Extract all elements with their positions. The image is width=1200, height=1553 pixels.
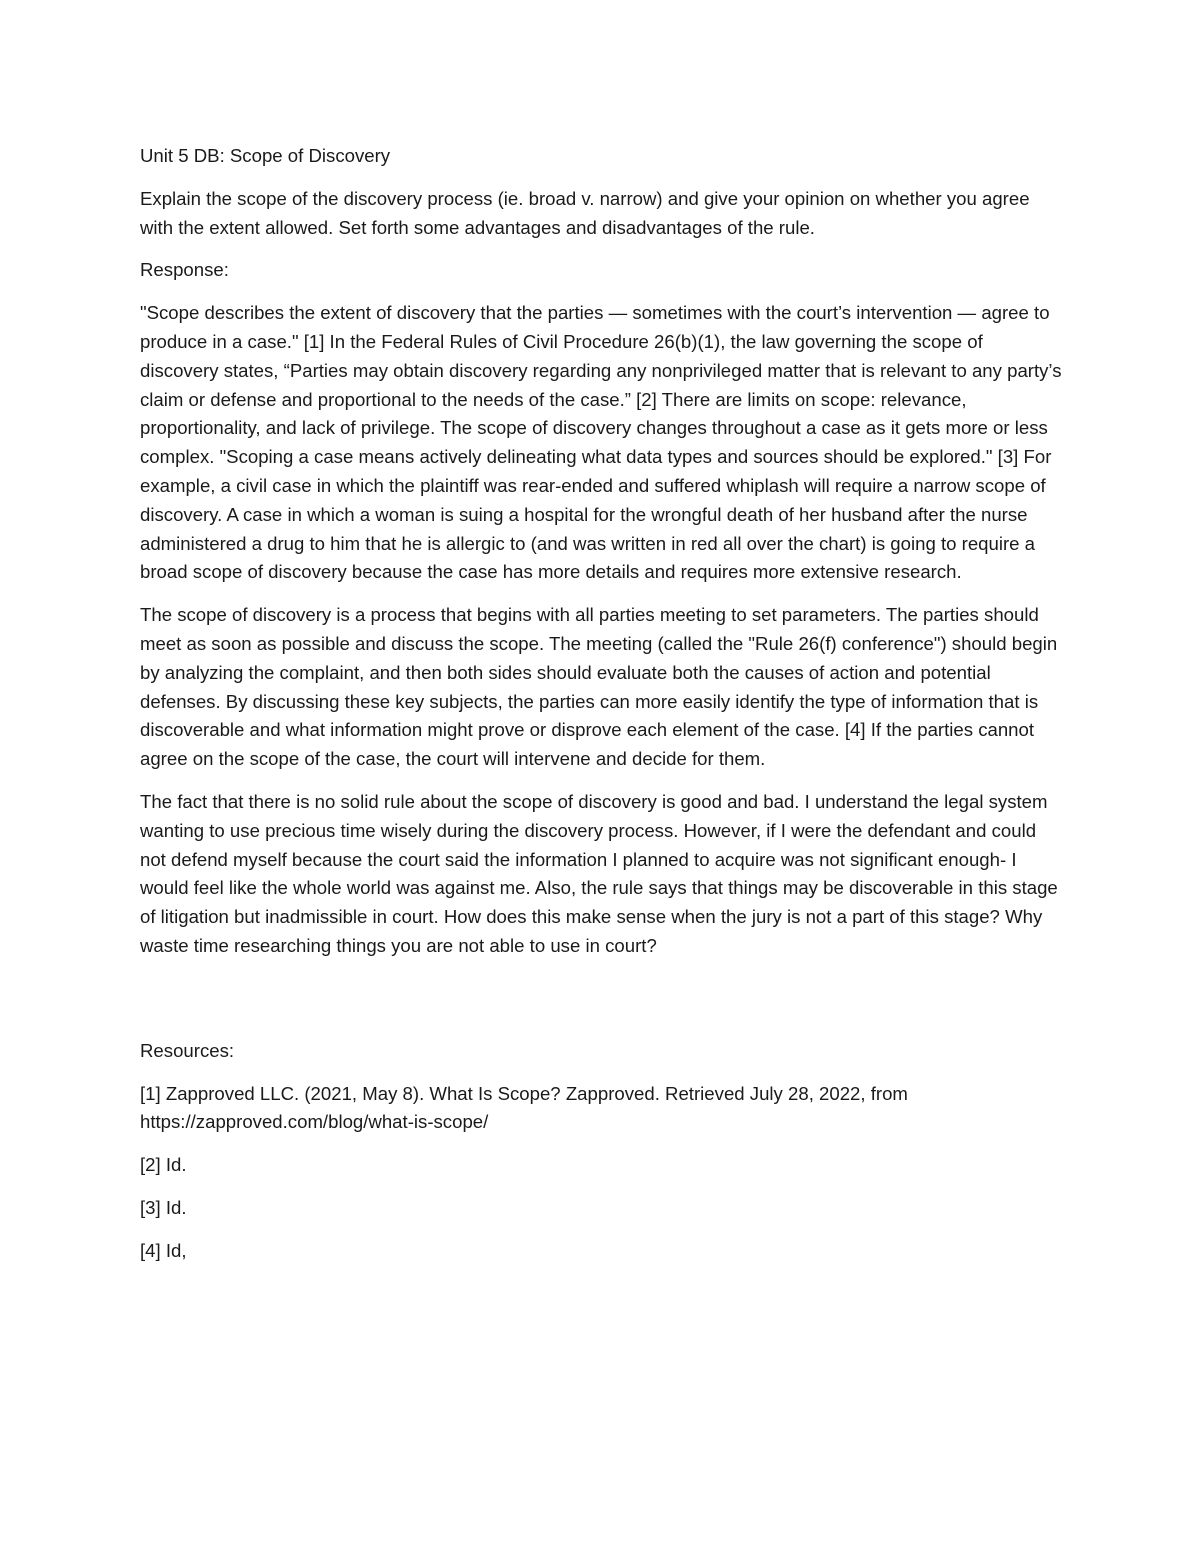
reference-item-4 <box>140 1237 1062 1266</box>
reference-text: Id. <box>160 1154 187 1176</box>
prompt-paragraph: Explain the scope of the discovery process (ie. broad v. narrow) and give your opinion on whether you agree with the extent allowed. Set forth some advantages and disadvantages of the rule. <box>140 187 1030 238</box>
reference-text: Id, <box>160 1239 187 1261</box>
response-label: Response: <box>140 259 229 281</box>
reference-marker[interactable]: [4] <box>140 1239 161 1261</box>
reference-marker[interactable]: [2] <box>140 1154 161 1176</box>
reference-marker[interactable]: [1] <box>140 1082 161 1104</box>
reference-item-2 <box>140 1151 1062 1180</box>
response-paragraph-2: The scope of discovery is a process that begins with all parties meeting to set parameters. The parties should meet as soon as possible and discuss the scope. The meeting (called the "Rule 26(f) conference") should begin by analyzing the complaint, and then both sides should evaluate both the causes of action and potential defenses. By discussing these key subjects, the parties can more easily identify the type of information that is discoverable and what information might prove or disprove each element of the case. [4] If the parties cannot agree on the scope of the case, the court will intervene and decide for them. <box>140 604 1058 770</box>
section-spacer <box>140 975 1062 1037</box>
resources-heading: Resources: <box>140 1039 235 1061</box>
reference-text: Zapproved LLC. (2021, May 8). What Is Scope? Zapproved. Retrieved July 28, 2022, from https://zapproved.com/blog/what-is-scope/ <box>140 1082 908 1133</box>
response-paragraph-1: "Scope describes the extent of discovery that the parties — sometimes with the court’s intervention — agree to produce in a case." [1] In the Federal Rules of Civil Procedure 26(b)(1), the law governing the scope of discovery states, “Parties may obtain discovery regarding any nonprivileged matter that is relevant to any party’s claim or defense and proportional to the needs of the case.” [2] There are limits on scope: relevance, proportionality, and lack of privilege. The scope of discovery changes throughout a case as it gets more or less complex. "Scoping a case means actively delineating what data types and sources should be explored." [3] For example, a civil case in which the plaintiff was rear-ended and suffered whiplash will require a narrow scope of discovery. A case in which a woman is suing a hospital for the wrongful death of her husband after the nurse administered a drug to him that he is allergic to (and was written in red all over the chart) is going to require a broad scope of discovery because the case has more details and requires more extensive research. <box>140 302 1062 583</box>
reference-text: Id. <box>160 1196 187 1218</box>
reference-item-3 <box>140 1194 1062 1223</box>
document-title: Unit 5 DB: Scope of Discovery <box>140 145 391 166</box>
document-page <box>140 142 1062 1280</box>
reference-item-1 <box>140 1080 1062 1138</box>
reference-marker[interactable]: [3] <box>140 1196 161 1218</box>
response-paragraph-3: The fact that there is no solid rule about the scope of discovery is good and bad. I understand the legal system wanting to use precious time wisely during the discovery process. However, if I were the defendant and could not defend myself because the court said the information I planned to acquire was not significant enough- I would feel like the whole world was against me. Also, the rule says that things may be discoverable in this stage of litigation but inadmissible in court. How does this make sense when the jury is not a part of this stage? Why waste time researching things you are not able to use in court? <box>140 790 1058 956</box>
